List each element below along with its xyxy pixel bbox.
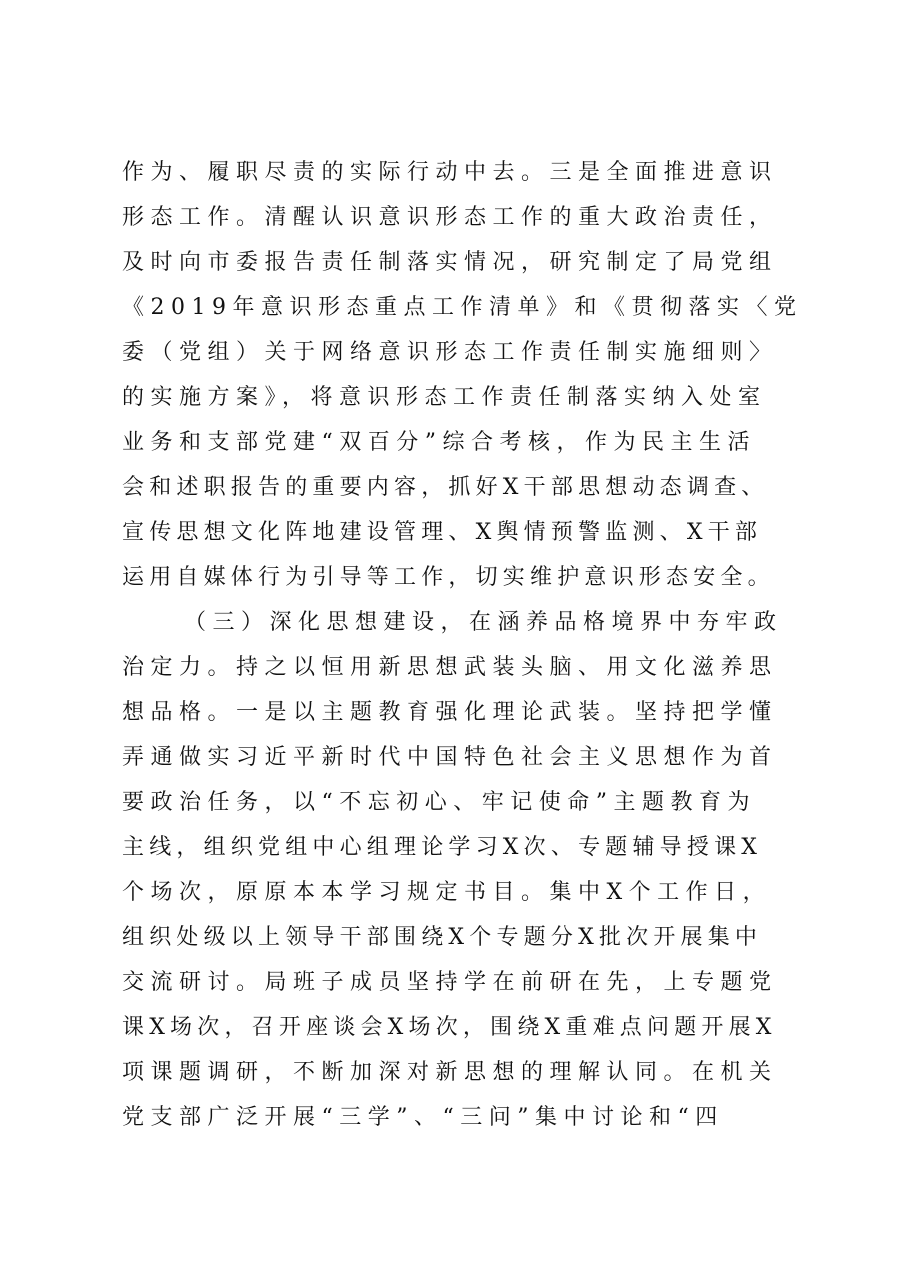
text-line: 运用自媒体行为引导等工作，切实维护意识形态安全。 [122,565,775,590]
text-line: 想品格。一是以主题教育强化理论武装。坚持把学懂 [122,700,778,725]
section-heading-line: （三）深化思想建设，在涵养品格境界中夯牢政 [184,610,783,635]
text-line: 委（党组）关于网络意识形态工作责任制实施细则〉 [122,340,778,365]
text-line: 弄通做实习近平新时代中国特色社会主义思想作为首 [122,745,778,770]
text-line: 形态工作。清醒认识意识形态工作的重大政治责任， [122,205,778,230]
text-line: 会和述职报告的重要内容，抓好X干部思想动态调查、 [122,475,769,500]
text-line: 宣传思想文化阵地建设管理、X舆情预警监测、X干部 [122,520,763,545]
text-line: 党支部广泛开展“三学”、“三问”集中讨论和“四 [122,1105,724,1130]
text-line: 及时向市委报告责任制落实情况，研究制定了局党组 [122,250,778,275]
text-line: 交流研讨。局班子成员坚持学在前研在先，上专题党 [122,970,778,995]
text-line: 要政治任务，以“不忘初心、牢记使命”主题教育为 [122,790,756,815]
text-line: 组织处级以上领导干部围绕X个专题分X批次开展集中 [122,925,763,950]
text-line: 项课题调研，不断加深对新思想的理解认同。在机关 [122,1060,778,1085]
text-line: 的实施方案》，将意识形态工作责任制落实纳入处室 [122,385,767,410]
text-line: 治定力。持之以恒用新思想武装头脑、用文化滋养思 [122,655,778,680]
text-line: 课X场次，召开座谈会X场次，围绕X重难点问题开展X [122,1015,777,1040]
text-line: 个场次，原原本本学习规定书目。集中X个工作日， [122,880,772,905]
text-line: 业务和支部党建“双百分”综合考核，作为民主生活 [122,430,756,455]
text-line: 作为、履职尽责的实际行动中去。三是全面推进意识 [122,160,778,185]
text-line: 《2019年意识形态重点工作清单》和《贯彻落实〈党 [122,295,802,320]
text-line: 主线，组织党组中心组理论学习X次、专题辅导授课X [122,835,763,860]
